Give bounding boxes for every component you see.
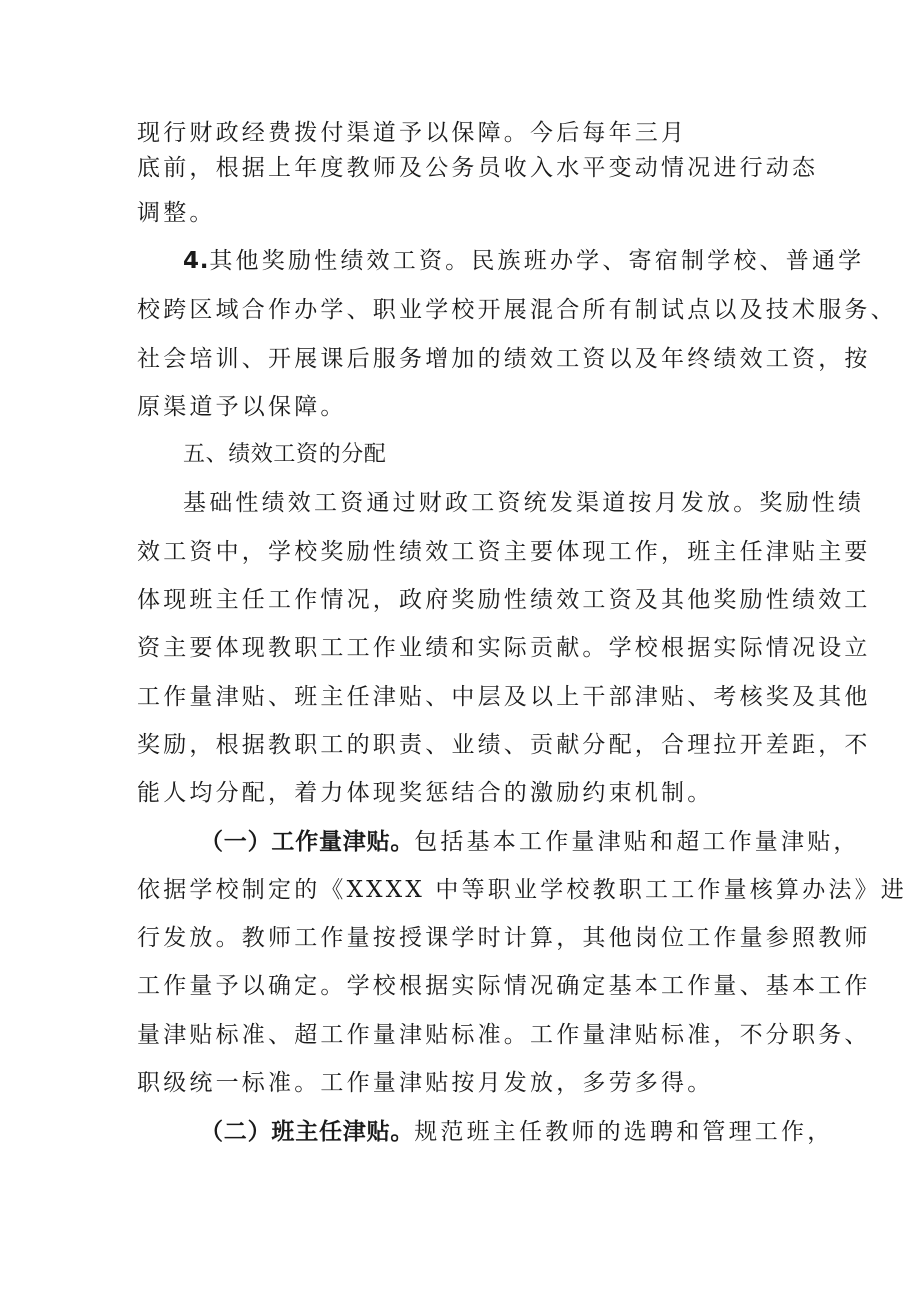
sub-2-label: （二）班主任津贴。 <box>200 1119 415 1145</box>
sub-1-line <box>200 827 860 857</box>
paragraph-line: 社会培训、开展课后服务增加的绩效工资以及年终绩效工资，按 <box>137 346 871 372</box>
item-4-line <box>183 246 864 276</box>
paragraph-line: 工作量予以确定。学校根据实际情况确定基本工作量、基本工作 <box>137 973 871 999</box>
paragraph-line: 行发放。教师工作量按授课学时计算，其他岗位工作量参照教师 <box>137 925 871 951</box>
sub-2-line <box>200 1117 833 1147</box>
item-4-text: 其他奖励性绩效工资。民族班办学、寄宿制学校、普通学 <box>209 248 865 274</box>
paragraph-line: 基础性绩效工资通过财政工资统发渠道按月发放。奖励性绩 <box>183 490 865 516</box>
paragraph-line: 奖励，根据教职工的职责、业绩、贡献分配，合理拉开差距，不 <box>137 732 871 758</box>
paragraph-line: 能人均分配，着力体现奖惩结合的激励约束机制。 <box>137 780 714 806</box>
section-heading: 五、绩效工资的分配 <box>183 442 387 467</box>
paragraph-line: 量津贴标准、超工作量津贴标准。工作量津贴标准，不分职务、 <box>137 1022 871 1048</box>
paragraph-line: 调整。 <box>137 200 216 226</box>
paragraph-line: 校跨区域合作办学、职业学校开展混合所有制试点以及技术服务、 <box>137 297 897 323</box>
sub-1-label: （一）工作量津贴。 <box>200 829 415 855</box>
sub-1-text: 包括基本工作量津贴和超工作量津贴， <box>414 829 860 855</box>
paragraph-line: 现行财政经费拨付渠道予以保障。今后每年三月 <box>137 120 688 146</box>
paragraph-line: 依据学校制定的《XXXX 中等职业学校教职工工作量核算办法》进 <box>137 877 908 903</box>
paragraph-line: 原渠道予以保障。 <box>137 394 347 420</box>
paragraph-line: 资主要体现教职工工作业绩和实际贡献。学校根据实际情况设立 <box>137 635 871 661</box>
item-4-number: 4. <box>183 248 210 274</box>
sub-2-text: 规范班主任教师的选聘和管理工作， <box>414 1119 834 1145</box>
paragraph-line: 职级统一标准。工作量津贴按月发放，多劳多得。 <box>137 1070 714 1096</box>
paragraph-line: 体现班主任工作情况，政府奖励性绩效工资及其他奖励性绩效工 <box>137 587 871 613</box>
paragraph-line: 底前，根据上年度教师及公务员收入水平变动情况进行动态 <box>137 155 819 181</box>
paragraph-line: 效工资中，学校奖励性绩效工资主要体现工作，班主任津贴主要 <box>137 539 871 565</box>
paragraph-line: 工作量津贴、班主任津贴、中层及以上干部津贴、考核奖及其他 <box>137 684 871 710</box>
